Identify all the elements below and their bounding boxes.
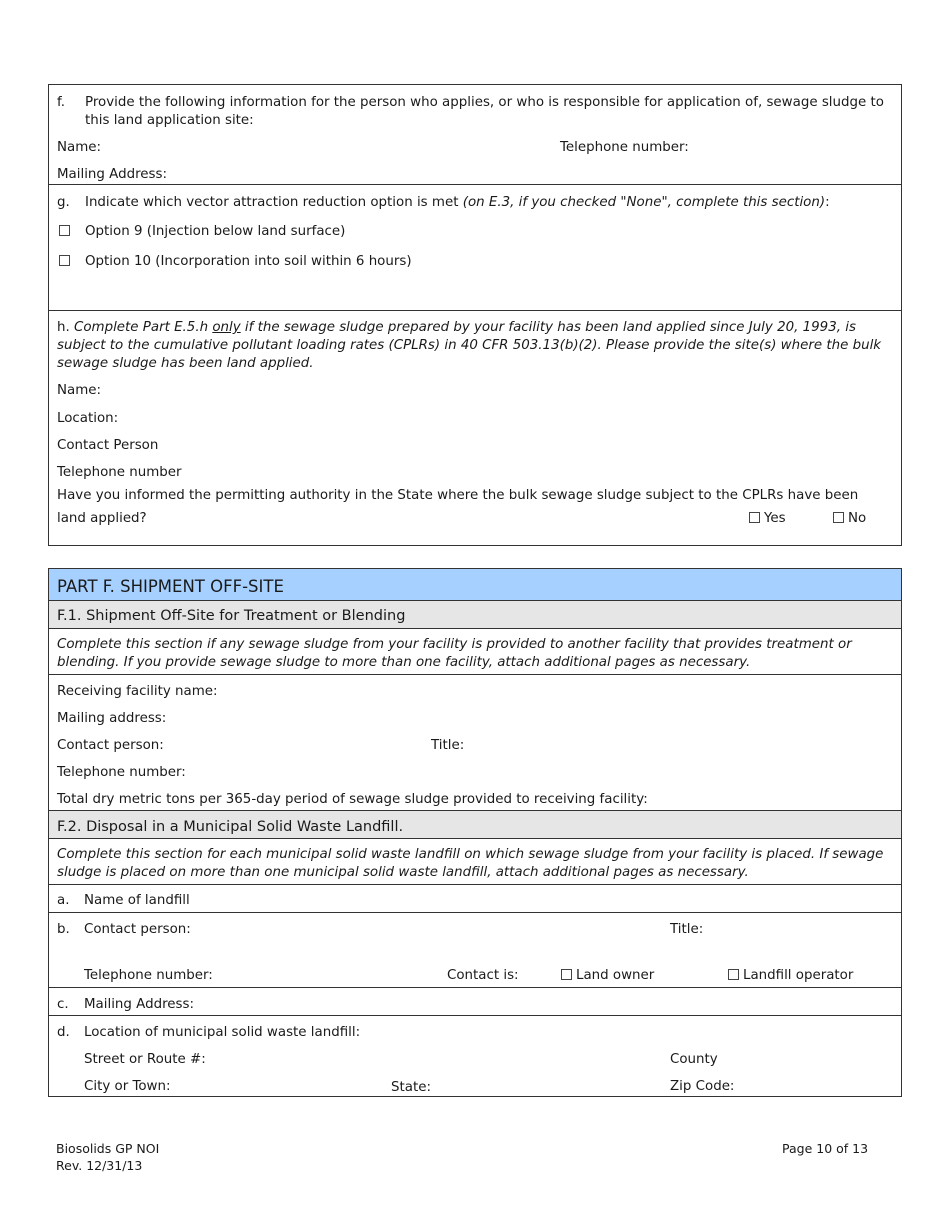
f2-d-letter: d. [57, 1025, 70, 1040]
f2-d-state[interactable]: State: [391, 1080, 431, 1095]
option-10-checkbox[interactable] [59, 253, 74, 271]
landfill-operator-option[interactable] [728, 967, 853, 985]
row-divider [48, 810, 902, 811]
h-no-option[interactable] [833, 510, 866, 528]
option-9-label: Option 9 (Injection below land surface) [85, 224, 346, 239]
f-address-label[interactable]: Mailing Address: [57, 167, 168, 182]
item-f-letter: f. [57, 95, 65, 110]
f2-b-title[interactable]: Title: [670, 922, 704, 937]
yes-checkbox[interactable] [749, 512, 760, 523]
part-f-title: PART F. SHIPMENT OFF-SITE [57, 577, 284, 596]
row-divider [48, 838, 902, 839]
f2-b-contact[interactable]: Contact person: [84, 922, 191, 937]
footer-revision: Rev. 12/31/13 [56, 1158, 143, 1173]
item-h-intro [57, 319, 892, 373]
f2-a-letter: a. [57, 893, 70, 908]
row-divider [48, 884, 902, 885]
f2-d-zip[interactable]: Zip Code: [670, 1079, 735, 1094]
footer-page-number: Page 10 of 13 [782, 1141, 869, 1156]
f2-d-county[interactable]: County [670, 1052, 718, 1067]
item-h-intro-a: Complete Part E.5.h [74, 320, 213, 335]
f1-contact-label[interactable]: Contact person: [57, 738, 164, 753]
f2-title: F.2. Disposal in a Municipal Solid Waste Landfill. [57, 819, 404, 835]
yes-label: Yes [764, 511, 786, 526]
footer-doc-name: Biosolids GP NOI [56, 1141, 160, 1156]
f1-title: F.1. Shipment Off-Site for Treatment or Blending [57, 608, 406, 624]
row-divider [48, 987, 902, 988]
f2-d-label: Location of municipal solid waste landfill: [84, 1025, 361, 1040]
f2-a-label[interactable]: Name of landfill [84, 893, 190, 908]
item-g-text: Indicate which vector attraction reduction option is met [85, 195, 459, 210]
f-telephone-label[interactable]: Telephone number: [560, 140, 689, 155]
f1-receiving-label[interactable]: Receiving facility name: [57, 684, 218, 699]
row-divider [48, 184, 902, 185]
row-divider [48, 1015, 902, 1016]
row-divider [48, 628, 902, 629]
no-checkbox[interactable] [833, 512, 844, 523]
item-g-colon: : [825, 195, 830, 210]
item-g-note: (on E.3, if you checked "None", complete this section) [462, 195, 826, 210]
f1-instructions: Complete this section if any sewage sludge from your facility is provided to another facility that provides treatment or blending. If you provide sewage sludge to more than one facility, attach additional pages as necessary. [57, 637, 852, 670]
h-name-label[interactable]: Name: [57, 383, 102, 398]
item-h-only: only [212, 320, 241, 335]
f2-c-label[interactable]: Mailing Address: [84, 997, 195, 1012]
row-divider [48, 310, 902, 311]
item-h-prefix: h. [57, 320, 74, 335]
row-divider [48, 674, 902, 675]
h-yes-option[interactable] [749, 510, 786, 528]
f2-d-city[interactable]: City or Town: [84, 1079, 171, 1094]
h-telephone-label[interactable]: Telephone number [57, 465, 182, 480]
f1-tons-label[interactable]: Total dry metric tons per 365-day period of sewage sludge provided to receiving facility: [57, 792, 648, 807]
row-divider [48, 912, 902, 913]
option-9-checkbox[interactable] [59, 223, 74, 241]
h-question-line1: Have you informed the permitting authority in the State where the bulk sewage sludge subject to the CPLRs have been [57, 488, 859, 503]
h-location-label[interactable]: Location: [57, 411, 119, 426]
landfill-operator-label: Landfill operator [743, 968, 854, 983]
f1-title-label[interactable]: Title: [431, 738, 465, 753]
land-owner-checkbox[interactable] [561, 969, 572, 980]
f1-mailing-label[interactable]: Mailing address: [57, 711, 167, 726]
f2-b-telephone[interactable]: Telephone number: [84, 968, 213, 983]
h-question-line2: land applied? [57, 511, 147, 526]
land-owner-label: Land owner [576, 968, 655, 983]
f2-instructions: Complete this section for each municipal solid waste landfill on which sewage sludge from your facility is placed. If sewage sludge is placed on more than one municipal solid waste landfill, attach additional pages as necessary. [57, 847, 884, 880]
f2-d-street[interactable]: Street or Route #: [84, 1052, 206, 1067]
h-contact-label[interactable]: Contact Person [57, 438, 159, 453]
f-name-label[interactable]: Name: [57, 140, 102, 155]
land-owner-option[interactable] [561, 967, 654, 985]
item-g-letter: g. [57, 195, 70, 210]
item-f-text: Provide the following information for the person who applies, or who is responsible for application of, sewage sludge to this land application site: [85, 95, 884, 128]
f2-c-letter: c. [57, 997, 69, 1012]
item-h-intro-b: if the sewage sludge prepared by your facility has been land applied since July 20, 1993, is subject to the cumulative pollutant loading rates (CPLRs) in 40 CFR 503.13(b)(2). Please provide the site(s) where the bulk sewage sludge has been land applied. [57, 320, 882, 371]
landfill-operator-checkbox[interactable] [728, 969, 739, 980]
f1-telephone-label[interactable]: Telephone number: [57, 765, 186, 780]
item-g-line [85, 194, 830, 212]
no-label: No [848, 511, 867, 526]
f2-b-contact-is: Contact is: [447, 968, 519, 983]
f2-b-letter: b. [57, 922, 70, 937]
row-divider [48, 600, 902, 601]
option-10-label: Option 10 (Incorporation into soil within 6 hours) [85, 254, 412, 269]
